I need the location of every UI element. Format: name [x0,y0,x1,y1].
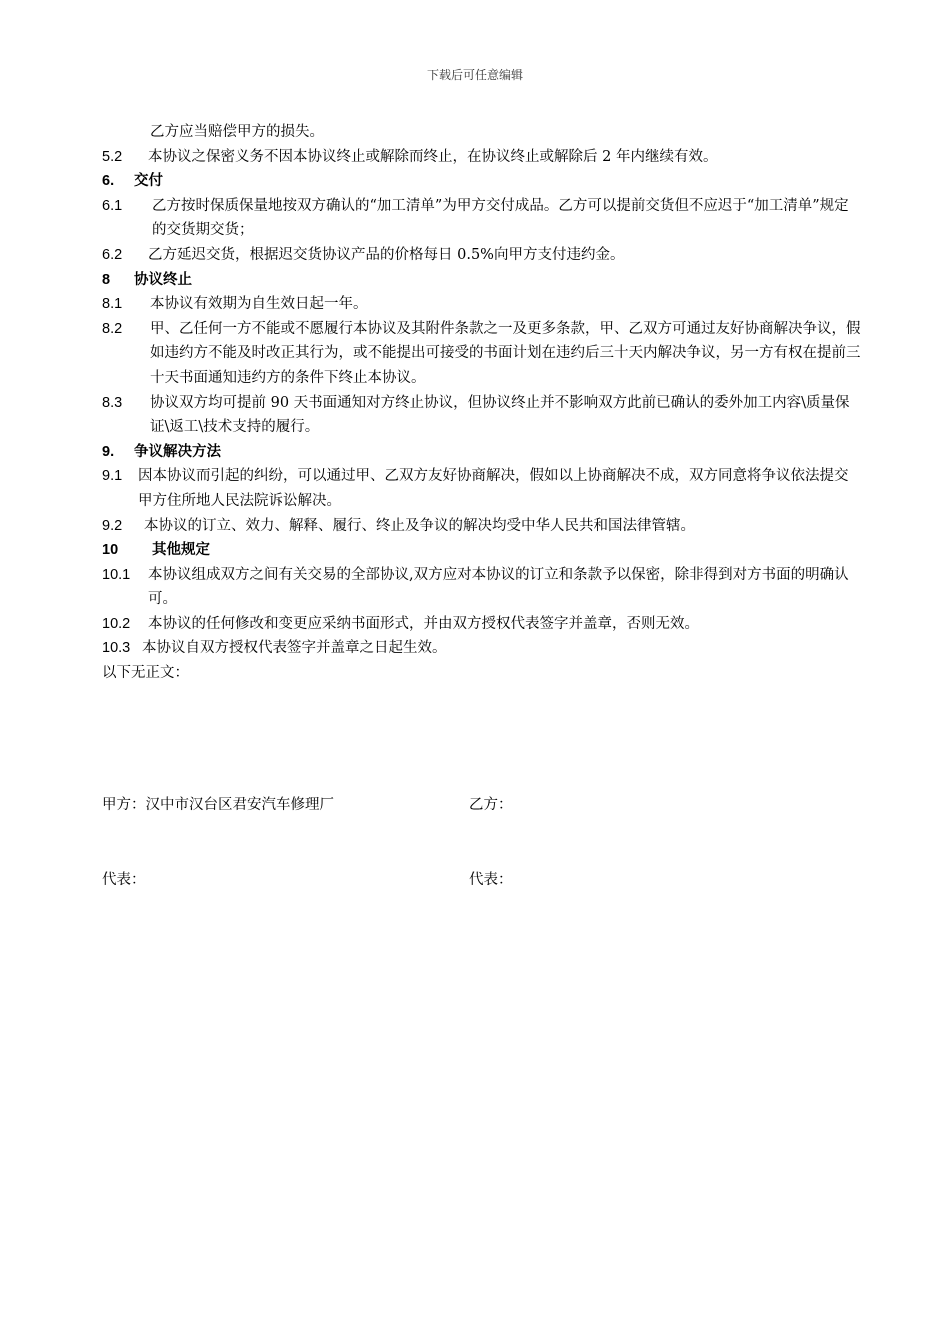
clause-number: 8.1 [102,296,123,313]
clause-10-2 [102,612,862,637]
clause-number: 9.1 [102,468,123,485]
clause-text: 乙方延迟交货，根据迟交货协议产品的价格每日 0.5%向甲方支付违约金。 [148,246,625,263]
clause-8-3 [102,391,862,440]
section-number: 9. [102,443,115,460]
section-title: 协议终止 [134,271,192,288]
clause-5-2 [102,145,862,170]
section-number: 6. [102,173,115,190]
clause-9-2 [102,514,862,539]
clause-text: 乙方按时保质保量地按双方确认的“加工清单”为甲方交付成品。乙方可以提前交货但不应迟于“加工清单”规定的交货期交货； [152,197,849,239]
clause-number: 5.2 [102,148,123,165]
clause-number: 10.2 [102,615,131,632]
section-heading-9 [102,440,862,465]
clause-6-1 [102,194,862,243]
clause-number: 10.1 [102,566,131,583]
clause-number: 10.3 [102,640,131,657]
clause-text: 本协议的任何修改和变更应采纳书面形式，并由双方授权代表签字并盖章，否则无效。 [148,615,699,632]
clause-number: 8.3 [102,394,123,411]
clause-text: 本协议之保密义务不因本协议终止或解除而终止，在协议终止或解除后 2 年内继续有效。 [148,148,718,165]
clause-continuation: 乙方应当赔偿甲方的损失。 [150,124,324,140]
section-title: 争议解决方法 [134,443,221,460]
clause-10-3 [102,636,862,661]
clause-text: 本协议组成双方之间有关交易的全部协议,双方应对本协议的订立和条款予以保密，除非得到对方书面的明确认可。 [148,566,849,608]
section-title: 其他规定 [152,542,210,559]
clause-text: 本协议有效期为自生效日起一年。 [150,296,368,313]
section-number: 8 [102,271,111,288]
section-title: 交付 [134,173,163,190]
clause-text: 甲、乙任何一方不能或不愿履行本协议及其附件条款之一及更多条款，甲、乙双方可通过友好协商解决争议，假如违约方不能及时改正其行为，或不能提出可接受的书面计划在违约后三十天内解决争议，另一方有权在提前三十天书面通知违约方的条件下终止本协议。 [150,320,861,386]
end-of-text-note: 以下无正文： [102,665,189,682]
clause-10-1 [102,563,862,612]
clause-text: 本协议的订立、效力、解释、履行、终止及争议的解决均受中华人民共和国法律管辖。 [144,517,695,534]
clause-8-1 [102,292,862,317]
page-header: 下载后可任意编辑 [426,68,523,82]
agreement-body [102,120,862,686]
clause-number: 8.2 [102,320,123,337]
section-heading-8 [102,268,862,293]
clause-9-1 [102,464,862,513]
clause-number: 6.1 [102,197,123,214]
party-b-name: 乙方： [469,797,513,813]
clause-number: 6.2 [102,246,123,263]
clause-6-2 [102,243,862,268]
clause-text: 因本协议而引起的纠纷，可以通过甲、乙双方友好协商解决，假如以上协商解决不成，双方同意将争议依法提交甲方住所地人民法院诉讼解决。 [138,468,849,509]
section-number: 10 [102,542,119,559]
party-a-name: 甲方：汉中市汉台区君安汽车修理厂 [102,797,334,813]
clause-8-2 [102,317,862,391]
party-b-representative: 代表： [469,872,513,888]
clause-text: 协议双方均可提前 90 天书面通知对方终止协议，但协议终止并不影响双方此前已确认的委外加工内容\质量保证\返工\技术支持的履行。 [150,394,850,436]
party-a-representative: 代表： [102,872,146,888]
clause-text: 本协议自双方授权代表签字并盖章之日起生效。 [142,640,447,657]
clause-number: 9.2 [102,517,123,534]
section-heading-10 [102,538,862,563]
section-heading-6 [102,169,862,194]
